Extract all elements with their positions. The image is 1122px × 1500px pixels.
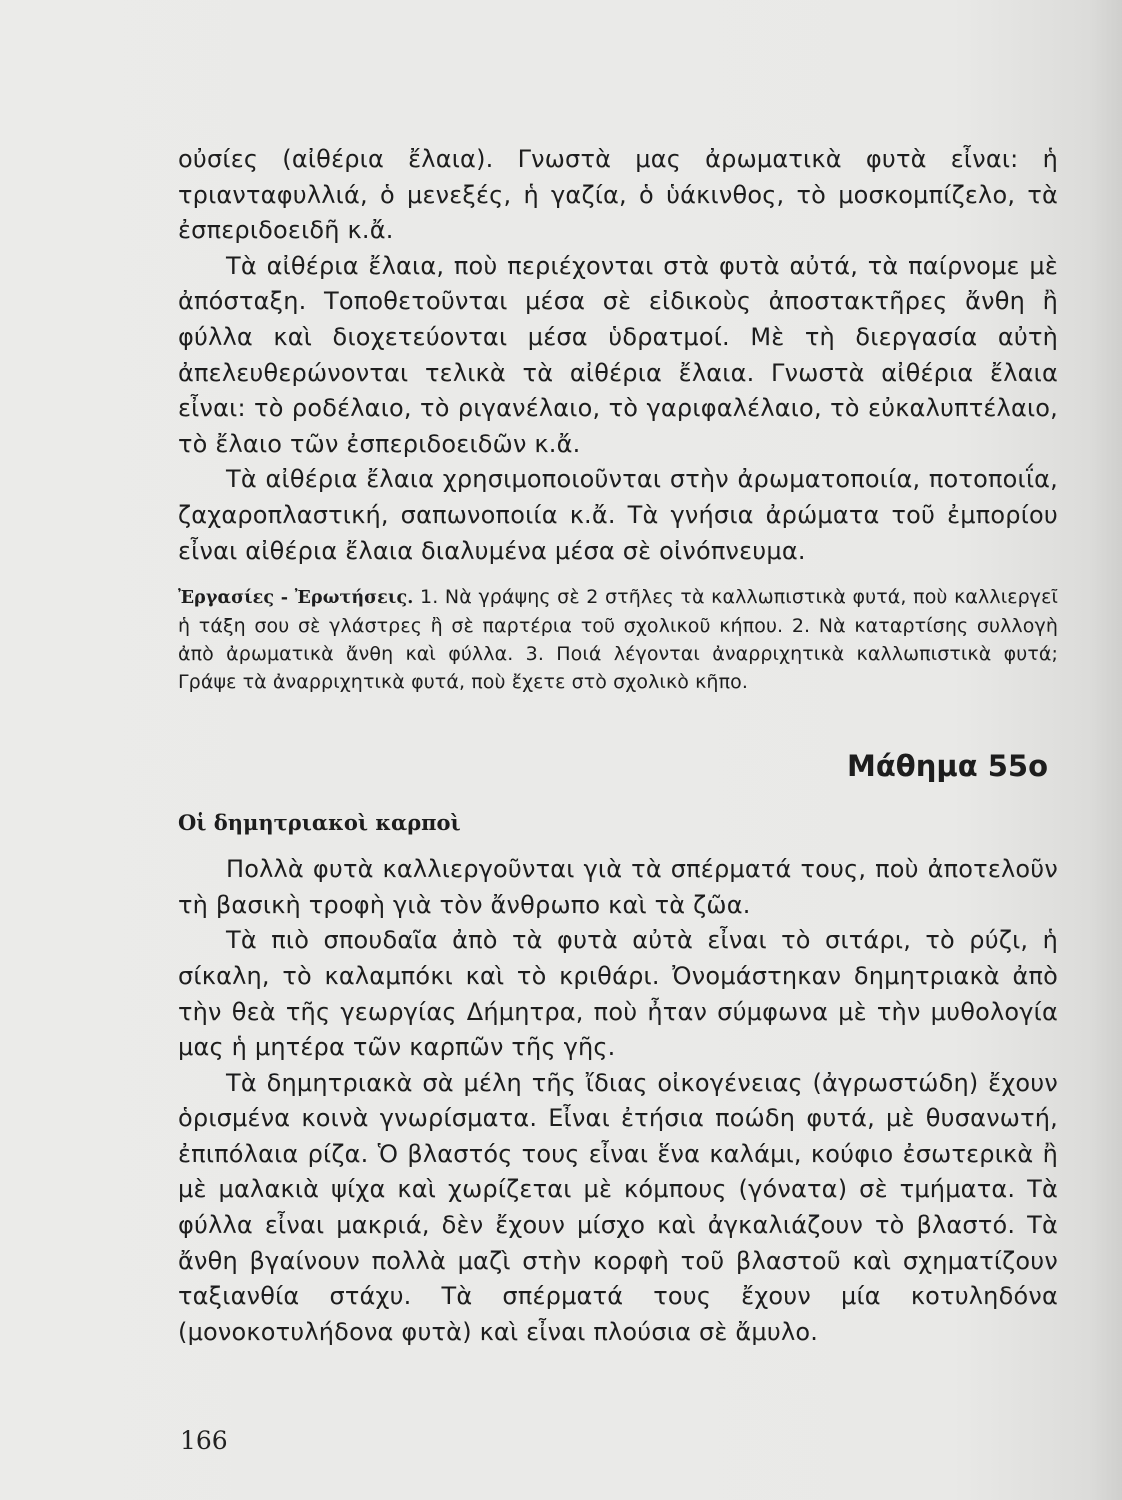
paragraph: Τὰ δημητριακὰ σὰ μέλη τῆς ἴδιας οἰκογένειας (ἀγρωστώδη) ἔχουν ὁρισμένα κοινὰ γνωρίσματα. Εἶναι ἐτήσια ποώδη φυτά, μὲ θυσανωτή, ἐπιπόλαια ρίζα. Ὁ βλαστός τους εἶναι ἕνα καλάμι, κούφιο ἐσωτερικὰ ἢ μὲ μαλακιὰ ψίχα καὶ χωρίζεται μὲ κόμπους (γόνατα) σὲ τμήματα. Τὰ φύλλα εἶναι μακριά, δὲν ἔχουν μίσχο καὶ ἀγκαλιάζουν τὸ βλαστό. Τὰ ἄνθη βγαίνουν πολλὰ μαζὶ στὴν κορφὴ τοῦ βλαστοῦ καὶ σχηματίζουν ταξιανθία στάχυ. Τὰ σπέρματά τους ἔχουν μία κοτυληδόνα (μονοκοτυλήδονα φυτὰ) καὶ εἶναι πλούσια σὲ ἄμυλο. <box>178 1068 1058 1346</box>
paragraph: οὐσίες (αἰθέρια ἔλαια). Γνωστὰ μας ἀρωματικὰ φυτὰ εἶναι: ἡ τριανταφυλλιά, ὁ μενεξές, ἡ γαζία, ὁ ὑάκινθος, τὸ μοσκομπίζελο, τὰ ἐσπεριδοειδῆ κ.ἄ. <box>178 145 1058 245</box>
exercises-block <box>178 583 1058 696</box>
paragraph: Πολλὰ φυτὰ καλλιεργοῦνται γιὰ τὰ σπέρματά τους, ποὺ ἀποτελοῦν τὴ βασικὴ τροφὴ γιὰ τὸν ἄνθρωπο καὶ τὰ ζῶα. <box>178 855 1058 919</box>
paragraph: Τὰ αἰθέρια ἔλαια χρησιμοποιοῦνται στὴν ἀρωματοποιία, ποτοποιΐα, ζαχαροπλαστική, σαπωνοποιία κ.ἄ. Τὰ γνήσια ἀρώματα τοῦ ἐμπορίου εἶναι αἰθέρια ἔλαια διαλυμένα μέσα σὲ οἰνόπνευμα. <box>178 465 1058 565</box>
exercises-title: Ἐργασίες - Ἐρωτήσεις. <box>178 588 414 609</box>
section-title: Οἱ δημητριακοὶ καρποὶ <box>178 810 461 836</box>
page-content <box>178 142 1058 1350</box>
paragraph: Τὰ αἰθέρια ἔλαια, ποὺ περιέχονται στὰ φυτὰ αὐτά, τὰ παίρνομε μὲ ἀπόσταξη. Τοποθετοῦνται μέσα σὲ εἰδικοὺς ἀποστακτῆρες ἄνθη ἢ φύλλα καὶ διοχετεύονται μέσα ὑδρατμοί. Μὲ τὴ διεργασία αὐτὴ ἀπελευθερώνονται τελικὰ τὰ αἰθέρια ἔλαια. Γνωστὰ αἰθέρια ἔλαια εἶναι: τὸ ροδέλαιο, τὸ ριγανέλαιο, τὸ γαριφαλέλαιο, τὸ εὐκαλυπτέλαιο, τὸ ἔλαιο τῶν ἐσπεριδοειδῶν κ.ἄ. <box>178 251 1058 458</box>
page-number: 166 <box>180 1426 228 1455</box>
lesson-heading: Μάθημα 55ο <box>847 749 1048 784</box>
paragraph: Τὰ πιὸ σπουδαῖα ἀπὸ τὰ φυτὰ αὐτὰ εἶναι τὸ σιτάρι, τὸ ρύζι, ἡ σίκαλη, τὸ καλαμπόκι καὶ τὸ κριθάρι. Ὀνομάστηκαν δημητριακὰ ἀπὸ τὴν θεὰ τῆς γεωργίας Δήμητρα, ποὺ ἦταν σύμφωνα μὲ τὴν μυθολογία μας ἡ μητέρα τῶν καρπῶν τῆς γῆς. <box>178 926 1058 1062</box>
exercises-text: 1. Νὰ γράψης σὲ 2 στῆλες τὰ καλλωπιστικὰ φυτά, ποὺ καλλιεργεῖ ἡ τάξη σου σὲ γλάστρες ἢ σὲ παρτέρια τοῦ σχολικοῦ κήπου. 2. Νὰ καταρτίσης συλλογὴ ἀπὸ ἀρωματικὰ ἄνθη καὶ φύλλα. 3. Ποιά λέγονται ἀναρριχητικὰ καλλωπιστικὰ φυτά; Γράψε τὰ ἀναρριχητικὰ φυτά, ποὺ ἔχετε στὸ σχολικὸ κῆπο. <box>178 586 1059 694</box>
